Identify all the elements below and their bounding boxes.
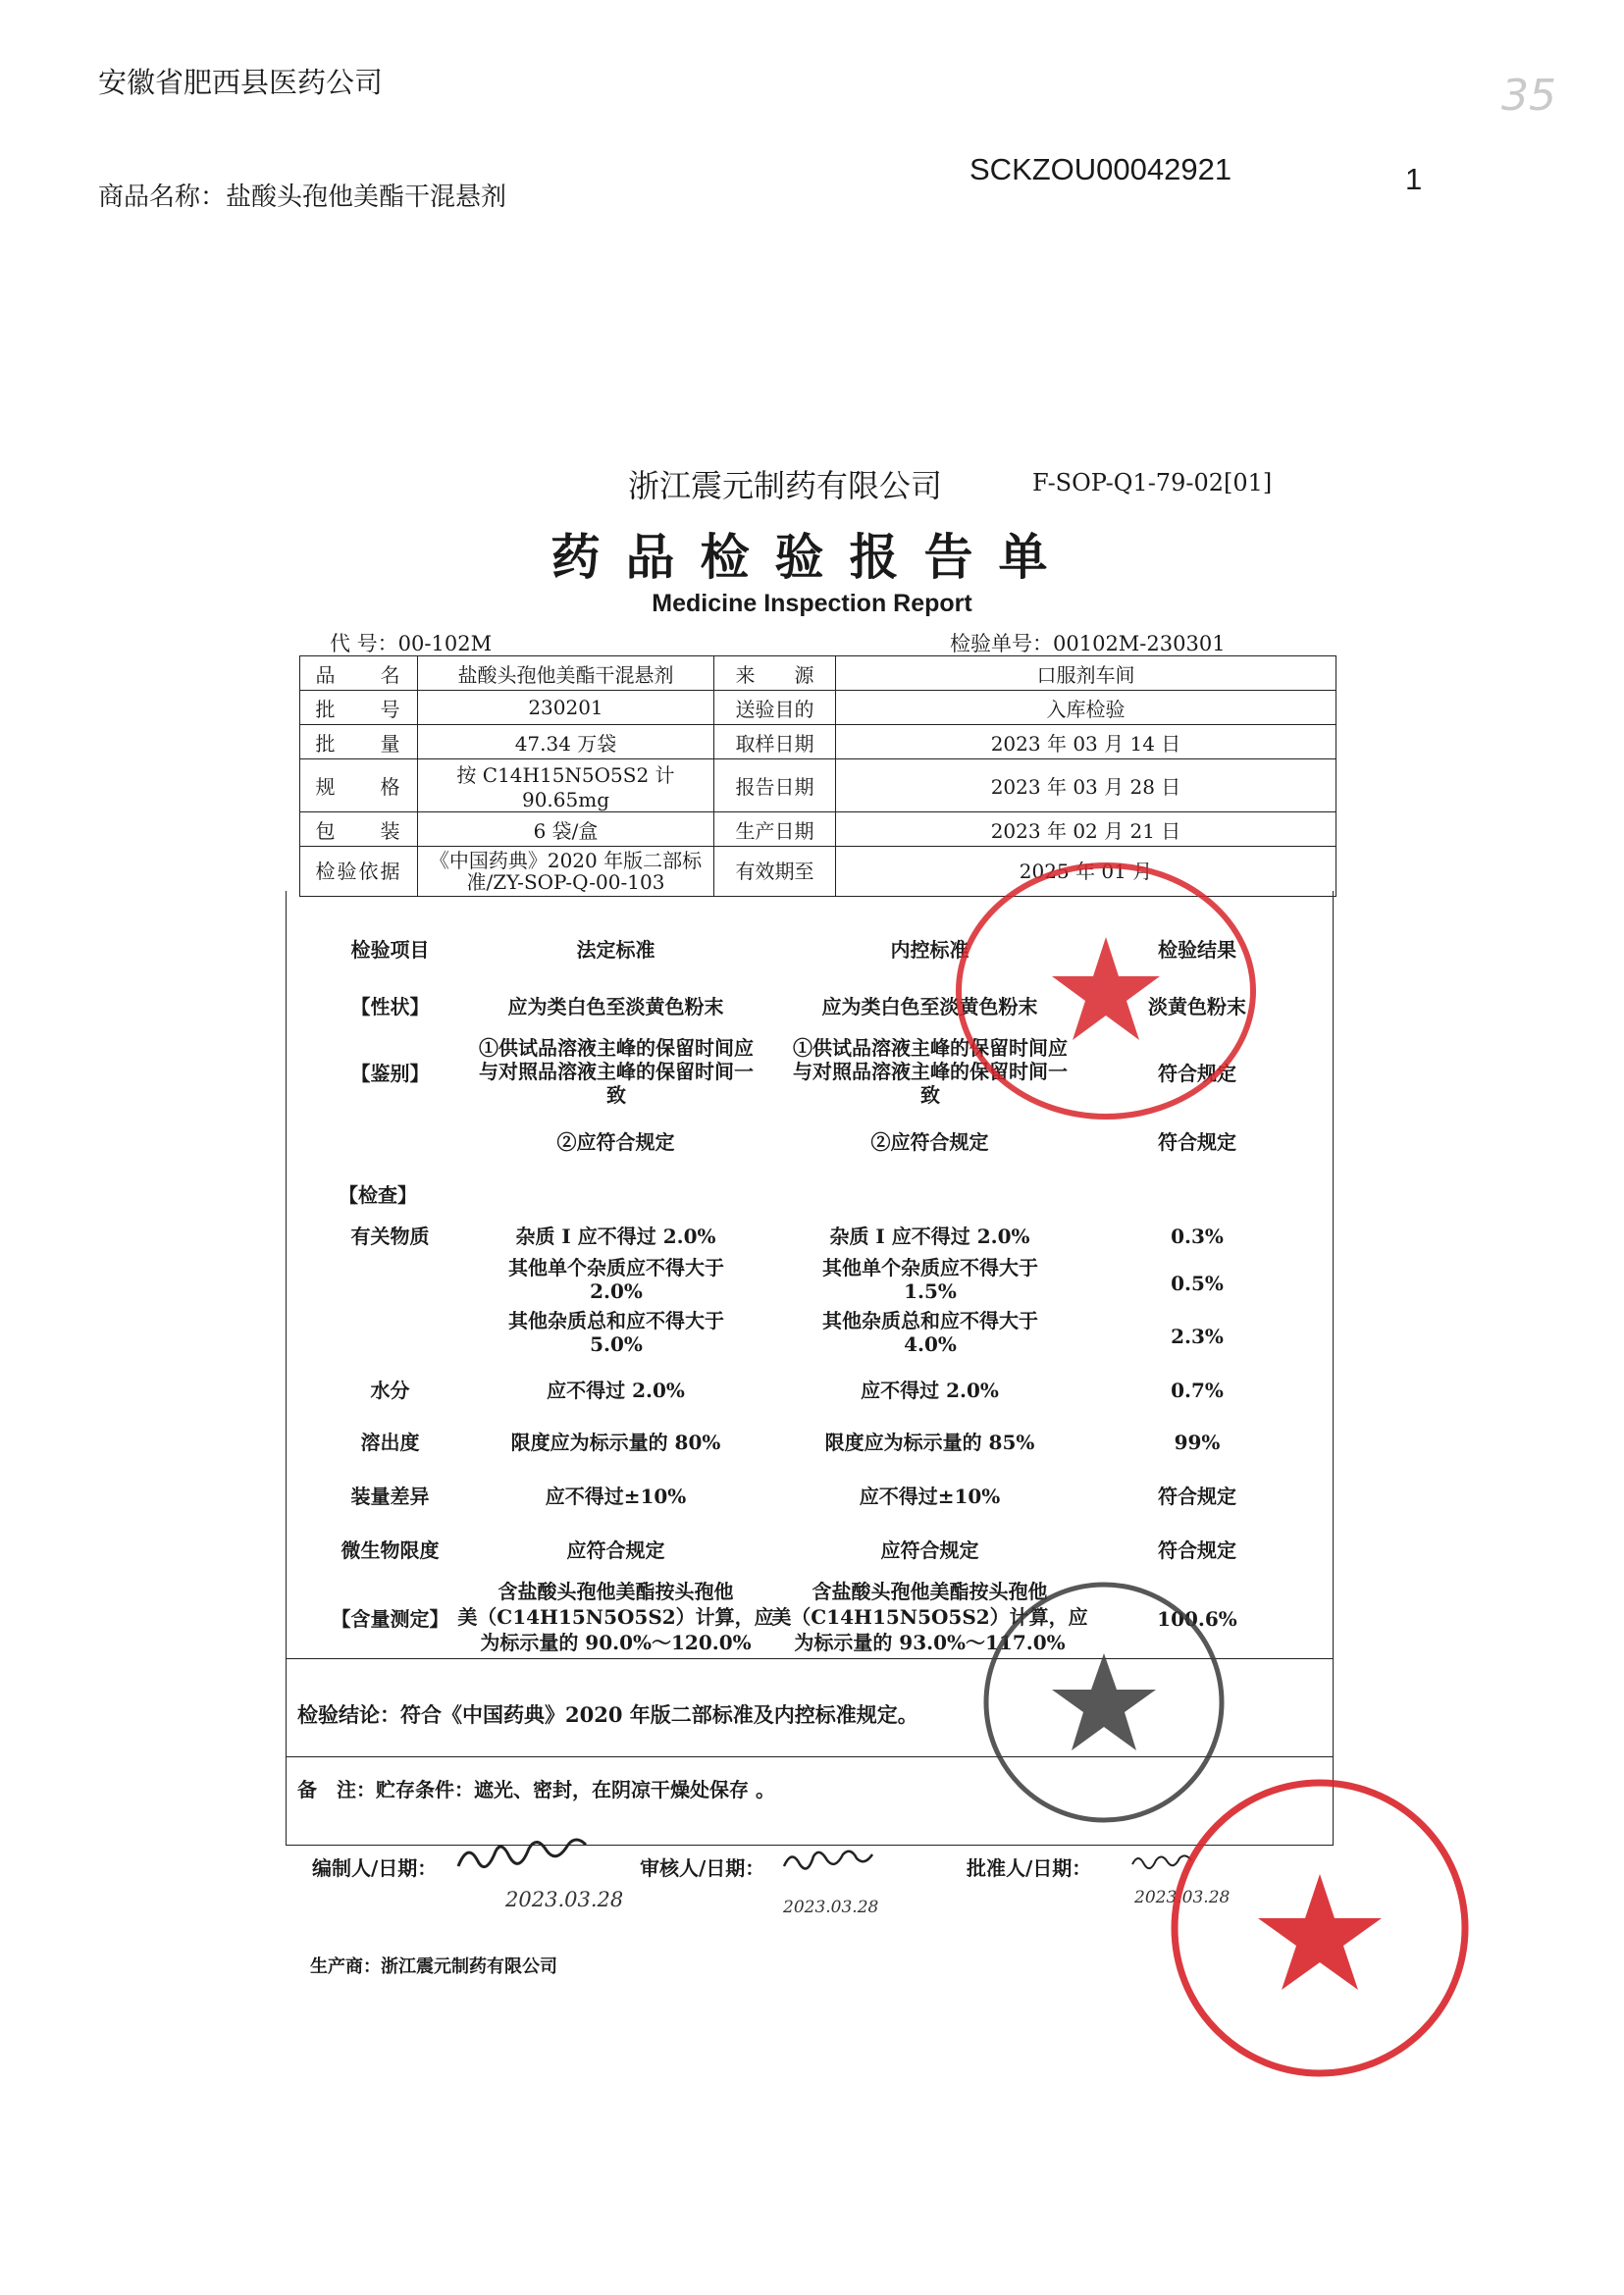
water-legal: 应不得过 2.0% bbox=[547, 1379, 685, 1402]
reviewer-date: 2023.03.28 bbox=[783, 1898, 879, 1917]
info-value: 2023 年 03 月 28 日 bbox=[836, 759, 1336, 812]
col-header-legal: 法定标准 bbox=[576, 938, 655, 962]
assay-legal-line: 为标示量的 90.0%～120.0% bbox=[480, 1631, 752, 1654]
red-company-seal bbox=[944, 844, 1268, 1138]
microbial-legal: 应符合规定 bbox=[566, 1539, 665, 1562]
conclusion: 检验结论：符合《中国药典》2020 年版二部标准及内控标准规定。 bbox=[297, 1702, 918, 1727]
info-value: 盐酸头孢他美酯干混悬剂 bbox=[418, 656, 714, 691]
related-result: 0.5% bbox=[1171, 1272, 1224, 1295]
info-value: 2025 年 01 月 bbox=[836, 847, 1336, 897]
manufacturer: 生产商：浙江震元制药有限公司 bbox=[310, 1956, 557, 1977]
ident2-legal: ②应符合规定 bbox=[556, 1130, 675, 1154]
info-row bbox=[300, 759, 1336, 812]
editor-signature bbox=[453, 1837, 601, 1882]
red-group-seal bbox=[1158, 1766, 1482, 2090]
info-row bbox=[300, 691, 1336, 725]
info-row bbox=[300, 812, 1336, 847]
info-label: 生产日期 bbox=[714, 812, 836, 847]
assay-internal-line: 含盐酸头孢他美酯按头孢他 bbox=[812, 1580, 1048, 1603]
header-product-name: 商品名称：盐酸头孢他美酯干混悬剂 bbox=[98, 183, 507, 212]
col-header-internal: 内控标准 bbox=[890, 938, 969, 962]
related-internal: 其他单个杂质应不得大于 1.5% bbox=[822, 1256, 1038, 1303]
related-legal: 其他单个杂质应不得大于 2.0% bbox=[508, 1256, 724, 1303]
pencil-mark: 35 bbox=[1501, 71, 1556, 121]
related-result: 0.3% bbox=[1171, 1225, 1224, 1248]
info-label: 报告日期 bbox=[714, 759, 836, 812]
assay-legal-line: 美（C14H15N5O5S2）计算，应 bbox=[457, 1605, 774, 1629]
info-label: 批 号 bbox=[300, 691, 418, 725]
dissolution-legal: 限度应为标示量的 80% bbox=[510, 1431, 721, 1454]
traits-internal: 应为类白色至淡黄色粉末 bbox=[821, 995, 1038, 1018]
info-label: 批 量 bbox=[300, 725, 418, 759]
microbial-result: 符合规定 bbox=[1158, 1539, 1236, 1562]
ident1-legal: ①供试品溶液主峰的保留时间应与对照品溶液主峰的保留时间一致 bbox=[479, 1036, 754, 1107]
dissolution-internal: 限度应为标示量的 85% bbox=[824, 1431, 1035, 1454]
ident2-internal: ②应符合规定 bbox=[870, 1130, 989, 1154]
info-label: 检验依据 bbox=[300, 847, 418, 897]
col-header-item: 检验项目 bbox=[350, 938, 430, 962]
row-label-related: 有关物质 bbox=[350, 1225, 430, 1248]
related-internal: 其他杂质总和应不得大于 4.0% bbox=[822, 1309, 1038, 1356]
header-doc-code: SCKZOU00042921 bbox=[969, 152, 1232, 186]
fill-variation-result: 符合规定 bbox=[1158, 1485, 1236, 1508]
fill-variation-legal: 应不得过±10% bbox=[545, 1485, 687, 1508]
info-value: 2023 年 03 月 14 日 bbox=[836, 725, 1336, 759]
assay-internal-line: 美（C14H15N5O5S2）计算，应 bbox=[771, 1605, 1088, 1629]
editor-label: 编制人/日期： bbox=[312, 1856, 438, 1880]
row-label-microbial: 微生物限度 bbox=[341, 1539, 440, 1562]
assay-legal-line: 含盐酸头孢他美酯按头孢他 bbox=[498, 1580, 734, 1603]
report-subtitle: Medicine Inspection Report bbox=[652, 590, 972, 617]
info-value: 6 袋/盒 bbox=[418, 812, 714, 847]
row-label-traits: 【性状】 bbox=[350, 995, 430, 1018]
editor-date: 2023.03.28 bbox=[505, 1888, 624, 1911]
info-value: 口服剂车间 bbox=[836, 656, 1336, 691]
info-row bbox=[300, 725, 1336, 759]
info-label: 规 格 bbox=[300, 759, 418, 812]
info-label: 包 装 bbox=[300, 812, 418, 847]
info-value: 230201 bbox=[418, 691, 714, 725]
ident1-result: 符合规定 bbox=[1158, 1062, 1236, 1085]
row-label-identification: 【鉴别】 bbox=[350, 1062, 430, 1085]
info-label: 有效期至 bbox=[714, 847, 836, 897]
water-internal: 应不得过 2.0% bbox=[861, 1379, 999, 1402]
dissolution-result: 99% bbox=[1174, 1431, 1221, 1454]
assay-internal-line: 为标示量的 93.0%～117.0% bbox=[794, 1631, 1066, 1654]
related-legal: 杂质 I 应不得过 2.0% bbox=[515, 1225, 716, 1248]
row-label-water: 水分 bbox=[370, 1379, 410, 1402]
report-number: 检验单号：00102M-230301 bbox=[950, 632, 1226, 655]
info-value: 《中国药典》2020 年版二部标准/ZY-SOP-Q-00-103 bbox=[418, 847, 714, 897]
fill-variation-internal: 应不得过±10% bbox=[859, 1485, 1001, 1508]
info-label: 品 名 bbox=[300, 656, 418, 691]
approver-label: 批准人/日期： bbox=[967, 1856, 1092, 1880]
header-page-number: 1 bbox=[1405, 162, 1423, 196]
related-legal: 其他杂质总和应不得大于 5.0% bbox=[508, 1309, 724, 1356]
header-company: 安徽省肥西县医药公司 bbox=[98, 66, 384, 99]
info-label: 来 源 bbox=[714, 656, 836, 691]
info-label: 取样日期 bbox=[714, 725, 836, 759]
traits-legal: 应为类白色至淡黄色粉末 bbox=[507, 995, 724, 1018]
row-label-assay: 【含量测定】 bbox=[331, 1607, 449, 1631]
info-row bbox=[300, 656, 1336, 691]
approver-date: 2023.03.28 bbox=[1134, 1888, 1231, 1907]
microbial-internal: 应符合规定 bbox=[880, 1539, 979, 1562]
reviewer-signature bbox=[780, 1845, 888, 1880]
info-value: 按 C14H15N5O5S2 计 90.65mg bbox=[418, 759, 714, 812]
water-result: 0.7% bbox=[1171, 1379, 1224, 1402]
report-form-code: F-SOP-Q1-79-02[01] bbox=[1032, 469, 1273, 496]
col-header-result: 检验结果 bbox=[1158, 938, 1236, 962]
remarks: 备 注：贮存条件：遮光、密封，在阴凉干燥处保存 。 bbox=[297, 1778, 775, 1801]
report-code: 代 号：00-102M bbox=[330, 632, 493, 655]
report-title: 药品检验报告单 bbox=[550, 528, 1074, 586]
report-company: 浙江震元制药有限公司 bbox=[628, 467, 943, 504]
traits-result: 淡黄色粉末 bbox=[1148, 995, 1246, 1018]
reviewer-label: 审核人/日期： bbox=[640, 1856, 765, 1880]
info-value: 入库检验 bbox=[836, 691, 1336, 725]
related-result: 2.3% bbox=[1171, 1325, 1224, 1348]
assay-result: 100.6% bbox=[1157, 1607, 1237, 1631]
related-internal: 杂质 I 应不得过 2.0% bbox=[829, 1225, 1030, 1248]
row-label-check: 【检查】 bbox=[339, 1183, 417, 1207]
info-label: 送验目的 bbox=[714, 691, 836, 725]
info-value: 47.34 万袋 bbox=[418, 725, 714, 759]
info-value: 2023 年 02 月 21 日 bbox=[836, 812, 1336, 847]
ident1-internal: ①供试品溶液主峰的保留时间应与对照品溶液主峰的保留时间一致 bbox=[793, 1036, 1068, 1107]
row-label-dissolution: 溶出度 bbox=[360, 1431, 420, 1454]
ident2-result: 符合规定 bbox=[1158, 1130, 1236, 1154]
row-label-fill-variation: 装量差异 bbox=[350, 1485, 430, 1508]
